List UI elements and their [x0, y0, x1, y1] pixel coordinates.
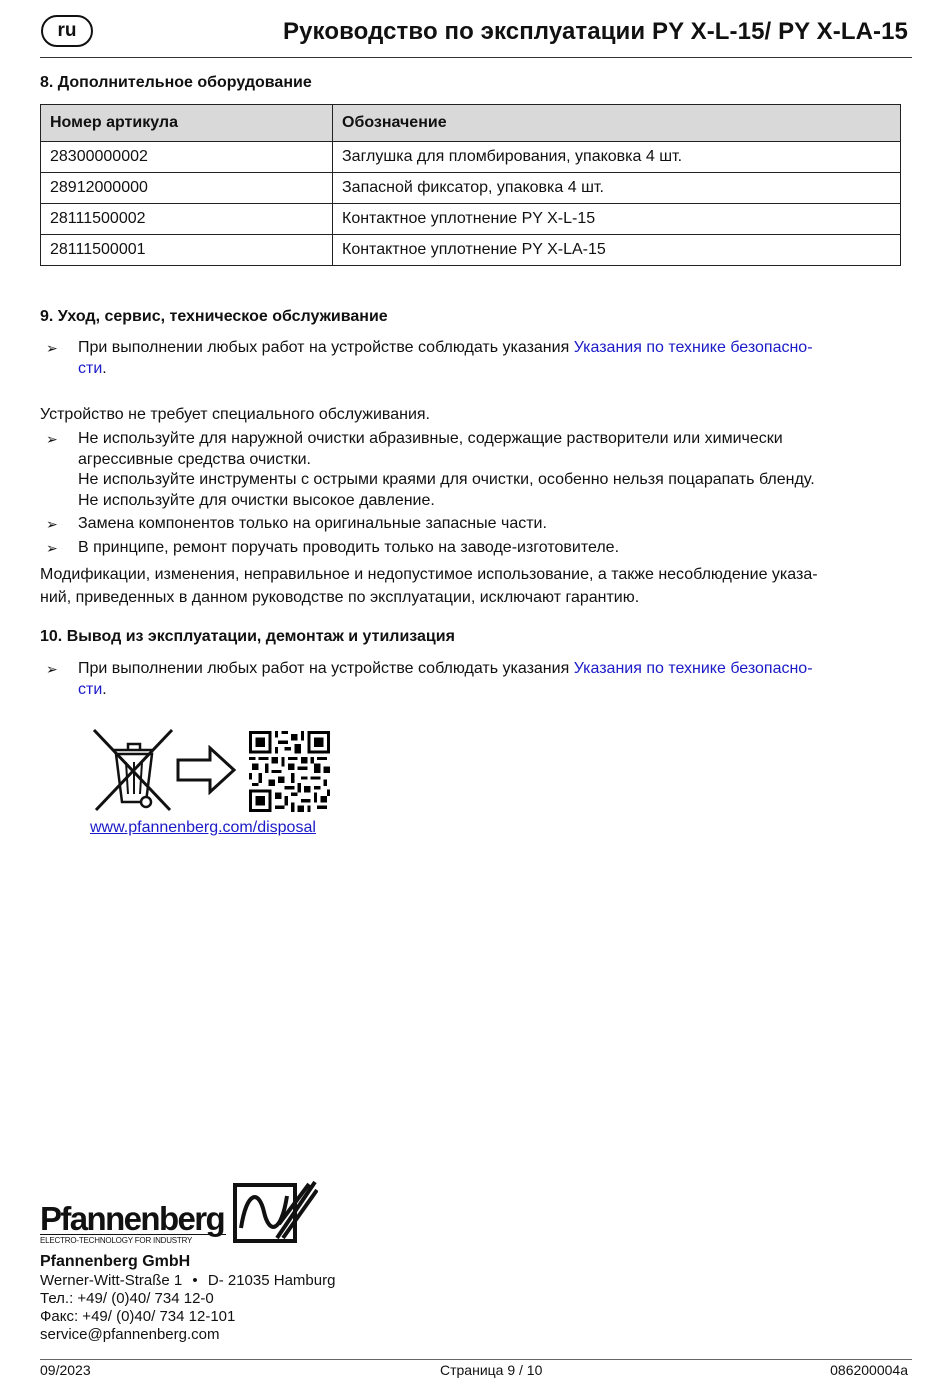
company-fax: Факс: +49/ (0)40/ 734 12-101 — [40, 1308, 236, 1325]
bullet-text: Замена компонентов только на оригинальные запасные части. — [78, 515, 547, 532]
article-number: 28111500002 — [41, 204, 333, 235]
bullet-period: . — [102, 359, 107, 377]
safety-instructions-link-cont[interactable]: сти — [78, 680, 103, 698]
section-10-heading: 10. Вывод из эксплуатации, демонтаж и утилизация — [40, 628, 455, 645]
column-header-article: Номер артикула — [41, 105, 333, 142]
bullet-text: При выполнении любых работ на устройстве соблюдать указания — [78, 660, 574, 677]
designation: Контактное уплотнение PY X-LA-15 — [333, 235, 901, 266]
designation: Запасной фиксатор, упаковка 4 шт. — [333, 173, 901, 204]
maintenance-intro: Устройство не требует специального обслуживания. — [40, 406, 430, 423]
company-address — [40, 1272, 335, 1289]
column-header-designation: Обозначение — [333, 105, 901, 142]
table-row — [41, 173, 901, 204]
bullet-line: Не используйте для очистки высокое давление. — [78, 491, 435, 509]
section-8-heading: 8. Дополнительное оборудование — [40, 74, 312, 91]
company-phone: Тел.: +49/ (0)40/ 734 12-0 — [40, 1290, 214, 1307]
logo-tagline: ELECTRO-TECHNOLOGY FOR INDUSTRY — [40, 1236, 193, 1245]
list-item — [40, 429, 910, 511]
list-item — [40, 538, 910, 559]
designation: Контактное уплотнение PY X-L-15 — [333, 204, 901, 235]
arrow-bullet-icon: ➢ — [46, 540, 58, 556]
article-number: 28912000000 — [41, 173, 333, 204]
company-email[interactable]: service@pfannenberg.com — [40, 1326, 220, 1343]
pfannenberg-logo-mark-icon — [233, 1180, 318, 1244]
bullet-line: Не используйте для наружной очистки абразивные, содержащие растворители или химически — [78, 430, 783, 447]
arrow-right-icon — [176, 745, 238, 795]
document-title: Руководство по эксплуатации PY X-L-15/ PY X-LA-15 — [283, 18, 908, 45]
weee-crossed-bin-icon — [90, 726, 176, 814]
street: Werner-Witt-Straße 1 — [40, 1272, 183, 1289]
warranty-line: Модификации, изменения, неправильное и недопустимое использование, а также несоблюдение указа- — [40, 566, 818, 583]
article-number: 28111500001 — [41, 235, 333, 266]
language-badge: ru — [41, 15, 93, 47]
bullet-period: . — [102, 680, 107, 698]
disposal-qr-code-icon[interactable] — [249, 731, 330, 812]
logo-underline — [40, 1234, 226, 1235]
pfannenberg-logo-text: Pfannenberg — [40, 1200, 225, 1237]
table-row — [41, 204, 901, 235]
arrow-bullet-icon: ➢ — [46, 340, 58, 356]
warranty-line: ний, приведенных в данном руководстве по эксплуатации, исключают гарантию. — [40, 589, 640, 606]
footer-date: 09/2023 — [40, 1362, 91, 1378]
bullet-text: При выполнении любых работ на устройстве соблюдать указания — [78, 339, 574, 356]
list-item — [40, 659, 910, 700]
list-item — [40, 338, 910, 379]
footer-divider — [40, 1359, 912, 1360]
safety-instructions-link[interactable]: Указания по технике безопасно- — [573, 660, 813, 677]
bullet-line: агрессивные средства очистки. — [78, 450, 311, 468]
warranty-paragraph — [40, 563, 912, 609]
disposal-link[interactable]: www.pfannenberg.com/disposal — [90, 819, 316, 836]
document-number: 086200004a — [830, 1362, 908, 1378]
safety-instructions-link[interactable]: Указания по технике безопасно- — [573, 339, 813, 356]
page-number: Страница 9 / 10 — [440, 1362, 543, 1378]
bullet-text: В принципе, ремонт поручать проводить только на заводе-изготовителе. — [78, 539, 620, 556]
bullet-line: Не используйте инструменты с острыми краями для очистки, особенно нельзя поцарапать бленду. — [78, 471, 815, 488]
arrow-bullet-icon: ➢ — [46, 431, 58, 447]
table-row — [41, 235, 901, 266]
safety-instructions-link-cont[interactable]: сти — [78, 359, 103, 377]
arrow-bullet-icon: ➢ — [46, 516, 58, 532]
section-9-heading: 9. Уход, сервис, техническое обслуживание — [40, 308, 388, 325]
list-item — [40, 514, 910, 535]
company-name: Pfannenberg GmbH — [40, 1253, 191, 1270]
table-row — [41, 142, 901, 173]
accessories-table — [40, 104, 901, 266]
designation: Заглушка для пломбирования, упаковка 4 шт. — [333, 142, 901, 173]
header-divider — [40, 57, 912, 58]
arrow-bullet-icon: ➢ — [46, 661, 58, 677]
address-separator: • — [192, 1272, 198, 1289]
city: D- 21035 Hamburg — [207, 1272, 336, 1289]
article-number: 28300000002 — [41, 142, 333, 173]
table-header-row — [41, 105, 901, 142]
